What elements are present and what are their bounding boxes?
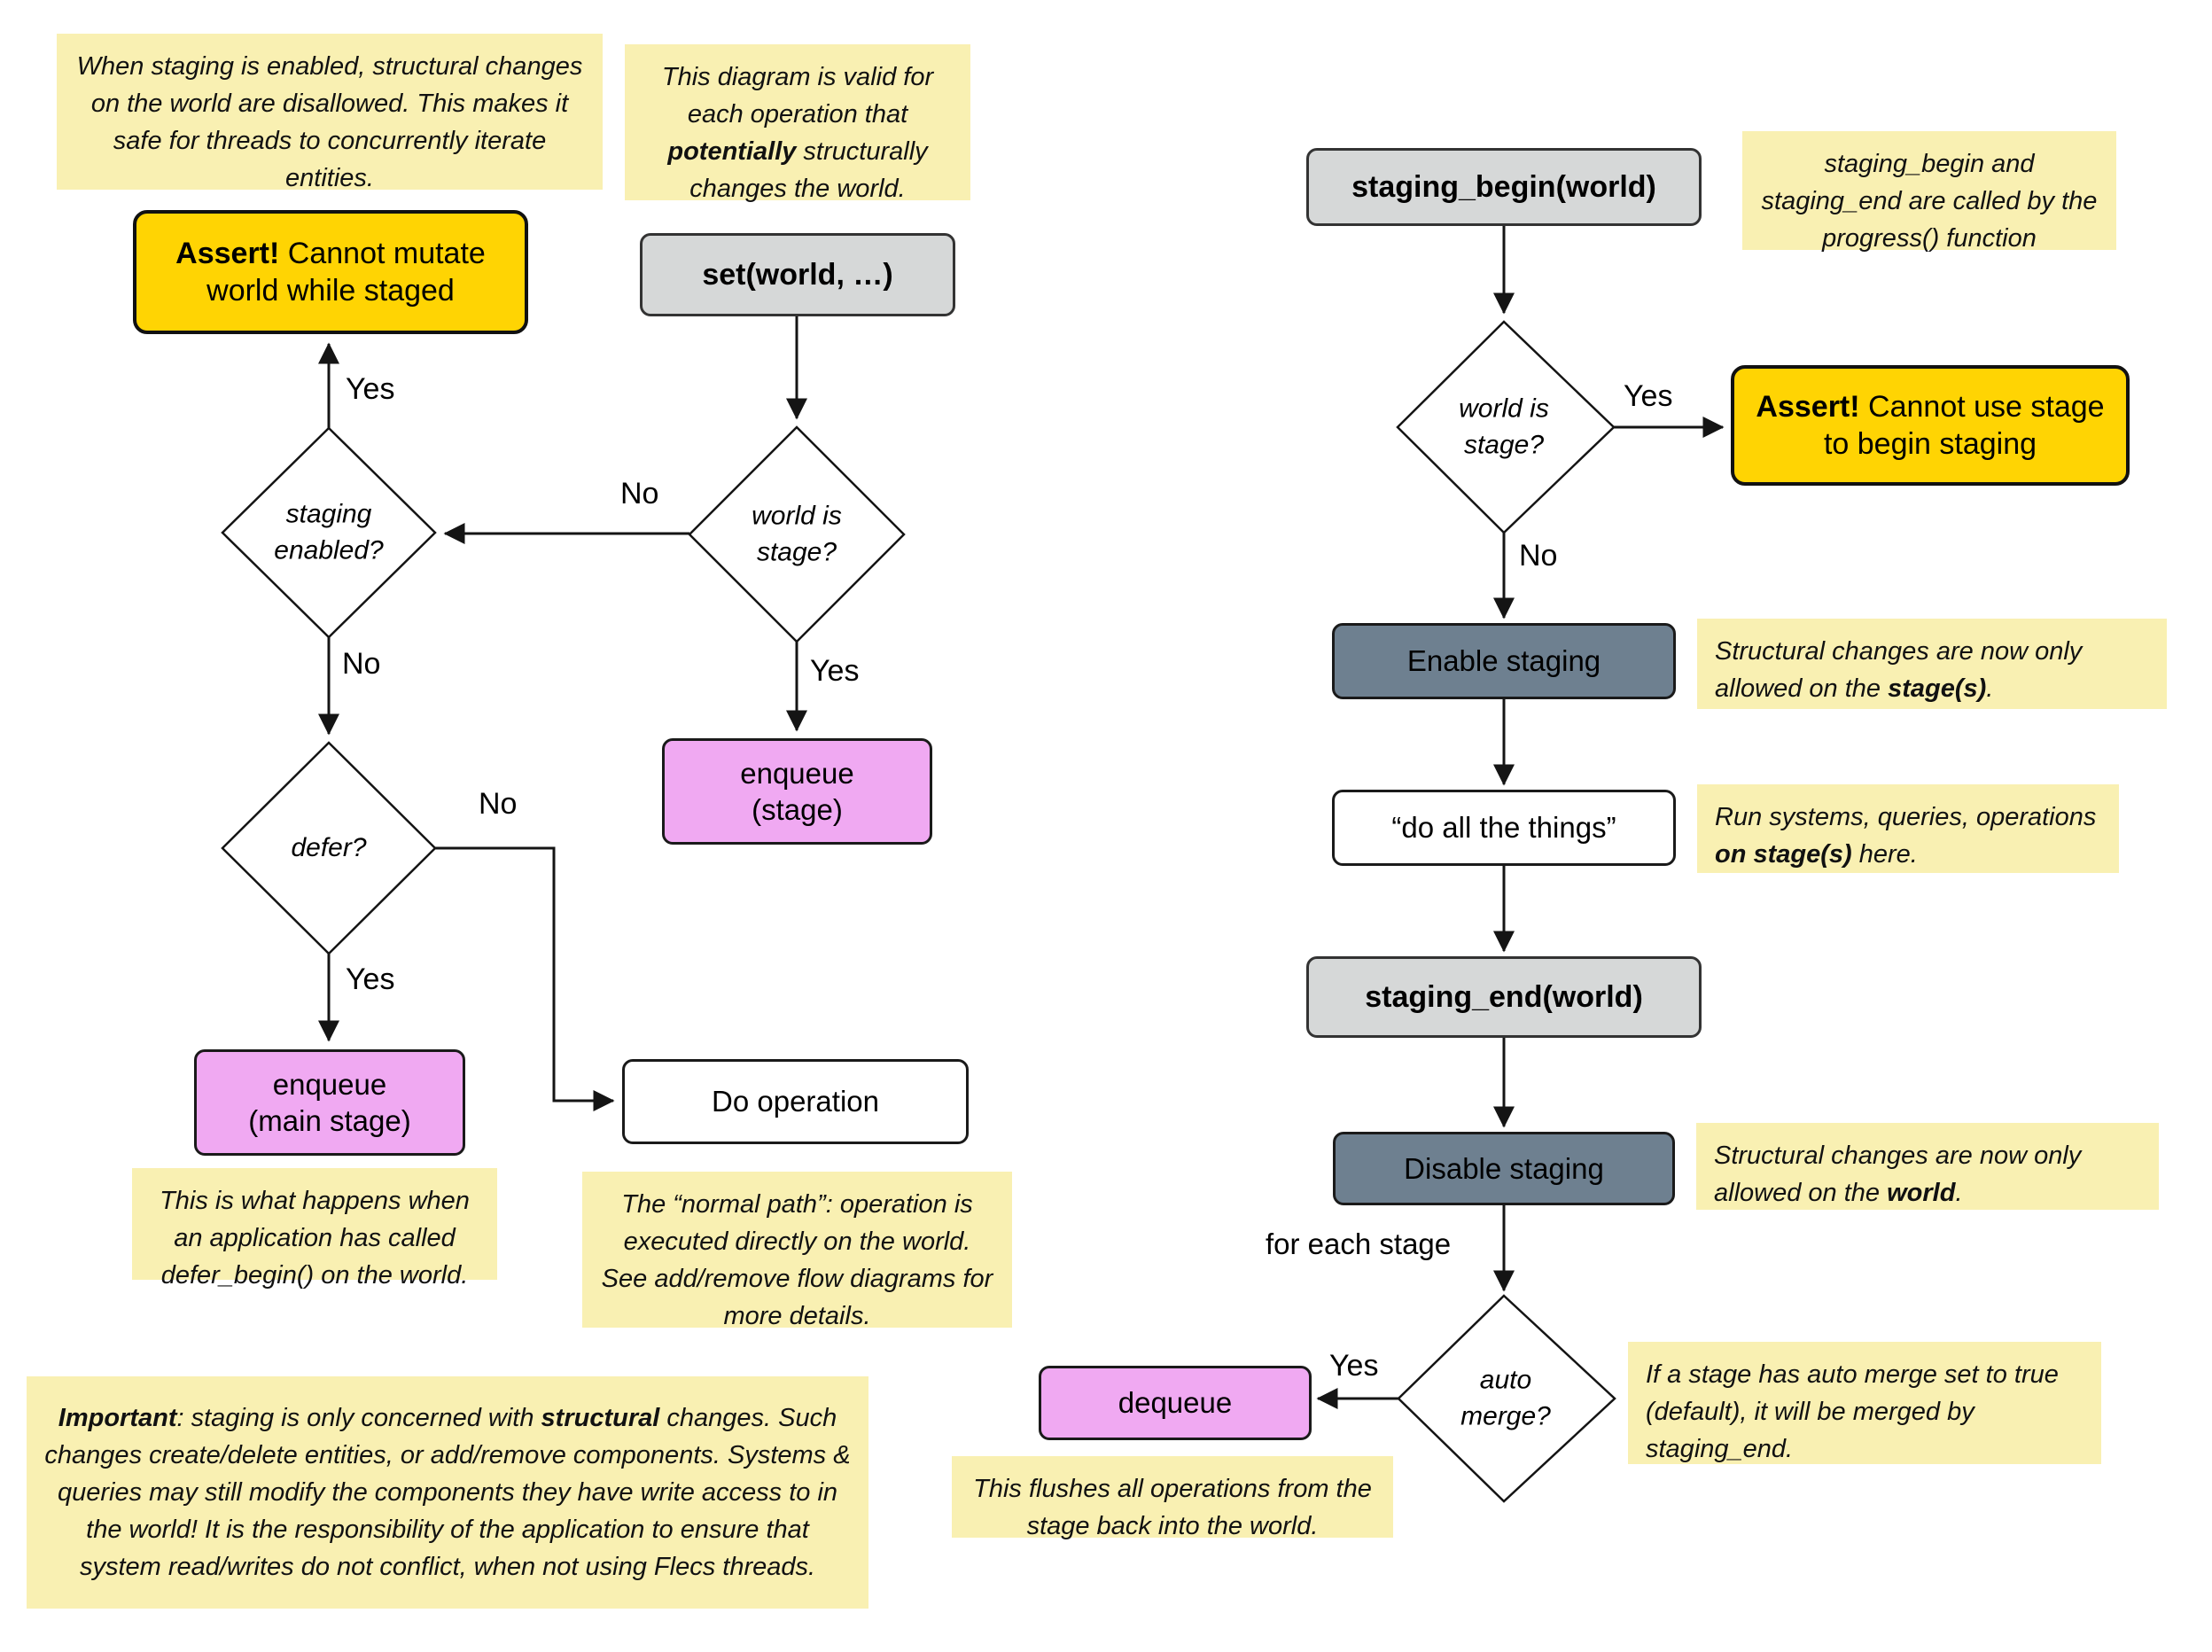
edge-label-world-stage-right-no: No — [1519, 539, 1558, 573]
note-flush: This flushes all operations from the stage back into the world. — [952, 1456, 1393, 1538]
note-world-only: Structural changes are now only allowed on the world. — [1696, 1123, 2159, 1210]
edge-label-auto-merge-yes: Yes — [1329, 1349, 1379, 1383]
do-all-the-things-box: “do all the things” — [1332, 790, 1676, 866]
edge-label-world-stage-left-no: No — [620, 477, 659, 510]
edge-label-defer-no: No — [479, 787, 518, 821]
note-diagram-valid: This diagram is valid for each operation that potentially structurally changes the world. — [625, 44, 970, 200]
do-operation-box: Do operation — [622, 1059, 969, 1144]
edge-label-staging-enabled-yes: Yes — [346, 372, 395, 406]
enqueue-stage-box: enqueue (stage) — [662, 738, 932, 845]
assert-cannot-use-stage-box: Assert! Cannot use stage to begin staging — [1731, 365, 2130, 486]
note-staging-rules: When staging is enabled, structural changes on the world are disallowed. This makes it safe for threads to concurrently iterate entities. — [57, 34, 603, 190]
world-is-stage-left-question: world is stage? — [752, 501, 842, 566]
edge-label-world-stage-right-yes: Yes — [1624, 379, 1673, 413]
disable-staging-box: Disable staging — [1333, 1132, 1675, 1205]
enable-staging-box: Enable staging — [1332, 623, 1676, 699]
note-stage-only: Structural changes are now only allowed on the stage(s). — [1697, 619, 2167, 709]
enqueue-main-stage-box: enqueue (main stage) — [194, 1049, 465, 1156]
edge-label-world-stage-left-yes: Yes — [810, 654, 860, 688]
defer-question: defer? — [291, 832, 367, 862]
auto-merge-question: auto merge? — [1460, 1365, 1551, 1430]
note-defer-begin: This is what happens when an application has called defer_begin() on the world. — [132, 1168, 497, 1280]
assert-cannot-mutate-box: Assert! Cannot mutate world while staged — [133, 210, 528, 334]
world-is-stage-right-question: world is stage? — [1459, 394, 1549, 459]
note-run-systems: Run systems, queries, operations on stage(s) here. — [1697, 784, 2119, 873]
staging-enabled-question: staging enabled? — [274, 499, 384, 565]
note-progress-fn: staging_begin and staging_end are called by the progress() function — [1742, 131, 2116, 250]
note-auto-merge-info: If a stage has auto merge set to true (default), it will be merged by staging_end. — [1628, 1342, 2101, 1464]
staging-begin-box: staging_begin(world) — [1306, 148, 1702, 226]
dequeue-box: dequeue — [1039, 1366, 1312, 1440]
staging-end-box: staging_end(world) — [1306, 956, 1702, 1038]
note-normal-path: The “normal path”: operation is executed directly on the world. See add/remove flow diagrams for more details. — [582, 1172, 1012, 1328]
edge-label-staging-enabled-no: No — [342, 647, 381, 681]
set-operation-box: set(world, …) — [640, 233, 955, 316]
edge-label-defer-yes: Yes — [346, 962, 395, 996]
edge-label-for-each-stage: for each stage — [1266, 1227, 1452, 1260]
note-important: Important: staging is only concerned with structural changes. Such changes create/delete entities, or add/remove components. Systems & queries may still modify the components they have write access to in the world! It is the responsibility of the application to ensure that system read/writes do not conflict, when not using Flecs threads. — [27, 1376, 868, 1609]
